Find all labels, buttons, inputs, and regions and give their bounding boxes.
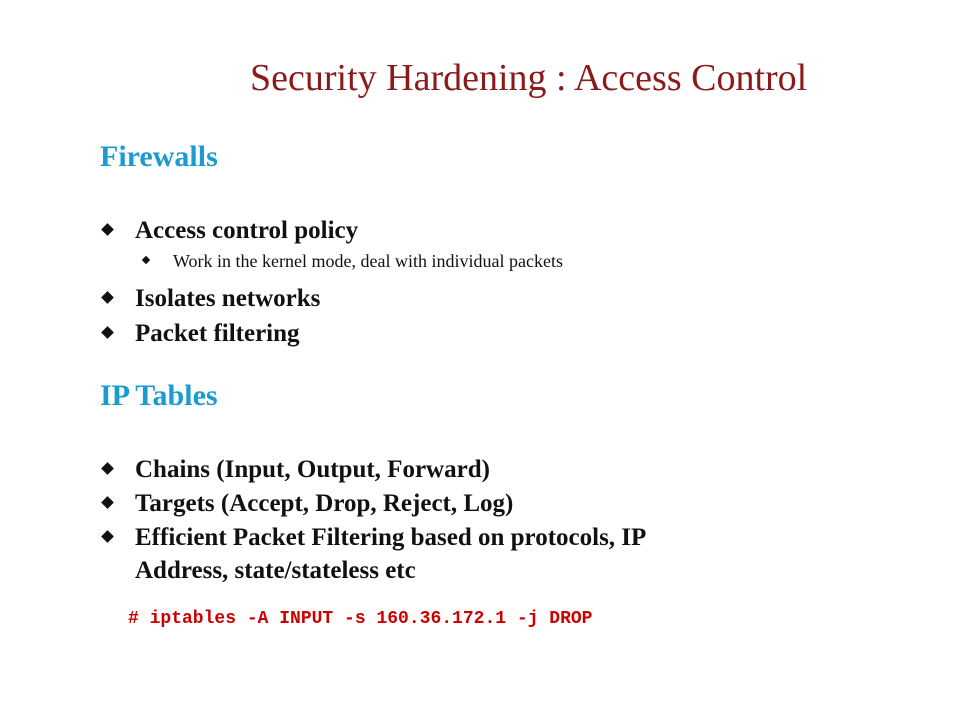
bullet-text: Packet filtering [135, 320, 300, 347]
bullet-isolates-networks [103, 283, 320, 314]
bullet-access-control-policy [103, 215, 358, 246]
section-heading-iptables: IP Tables [100, 379, 218, 412]
bullet-text: Access control policy [135, 217, 359, 244]
bullet-text-continued: Address, state/stateless etc [135, 557, 416, 584]
iptables-command: # iptables -A INPUT -s 160.36.172.1 -j DROP [128, 609, 593, 629]
section-heading-firewalls: Firewalls [100, 140, 218, 173]
bullet-text: Isolates networks [135, 285, 321, 312]
bullet-packet-filtering [103, 318, 300, 349]
sub-bullet-text: Work in the kernel mode, deal with individual packets [173, 251, 563, 271]
bullet-efficient-filtering-continued [103, 555, 416, 586]
bullet-efficient-filtering [103, 522, 646, 553]
bullet-targets [103, 488, 513, 519]
slide-title: Security Hardening : Access Control [250, 57, 808, 99]
sub-bullet-kernel-mode [143, 250, 563, 272]
bullet-chains [103, 454, 490, 485]
bullet-text: Efficient Packet Filtering based on protocols, IP [135, 524, 647, 551]
bullet-text: Chains (Input, Output, Forward) [135, 456, 490, 483]
bullet-text: Targets (Accept, Drop, Reject, Log) [135, 490, 514, 517]
